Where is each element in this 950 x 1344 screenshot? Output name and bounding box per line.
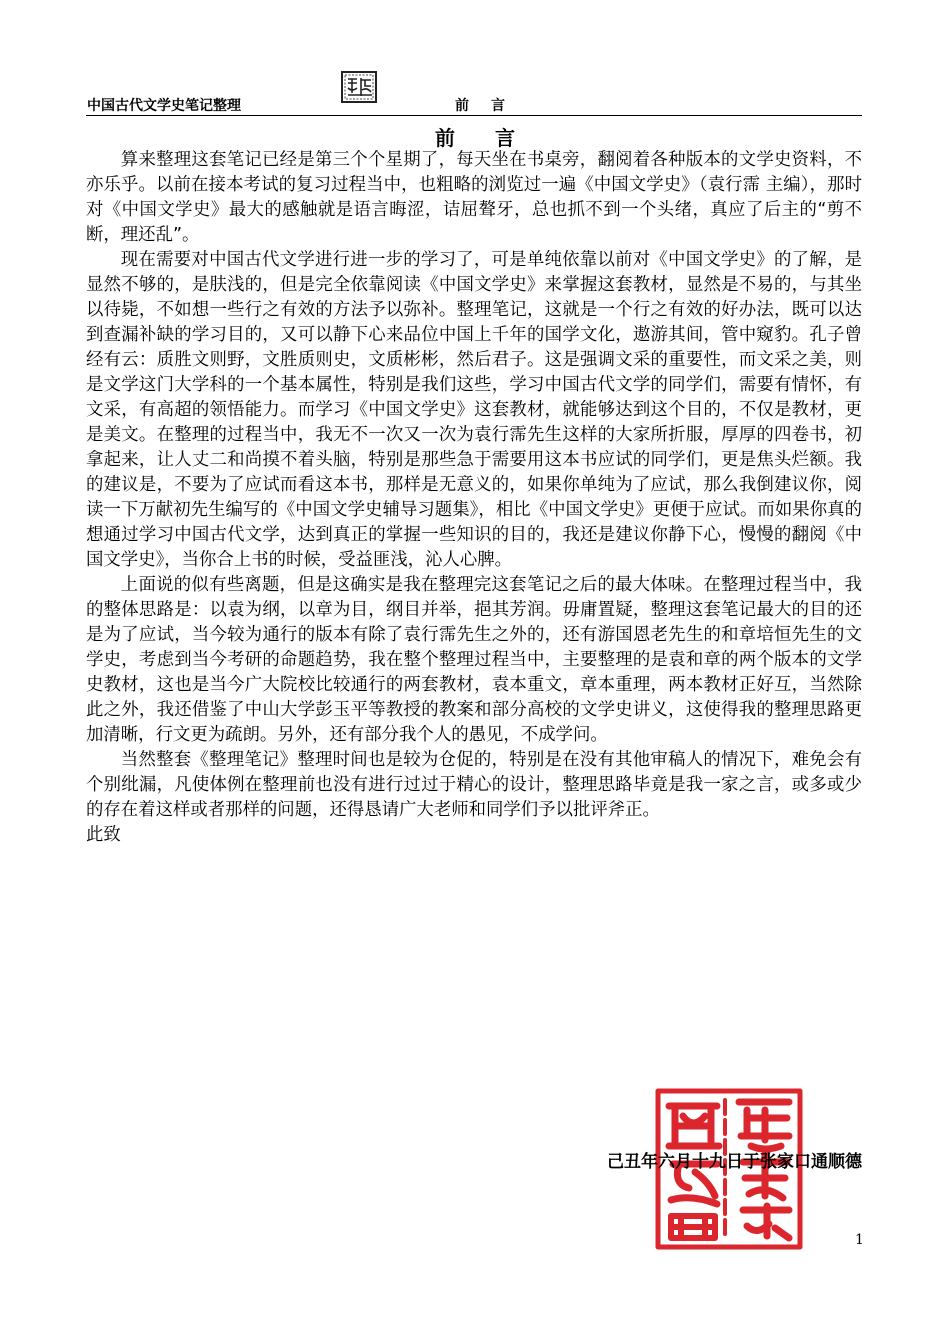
page-title: 前言	[435, 126, 555, 150]
paragraph-2: 现在需要对中国古代文学进行进一步的学习了，可是单纯依靠以前对《中国文学史》的了解，是显然不够的，是肤浅的，但是完全依靠阅读《中国文学史》来掌握这套教材，显然是不易的，与其坐以待毙，不如想一些行之有效的方法予以弥补。整理笔记，这就是一个行之有效的好办法，既可以达到查漏补缺的学习目的，又可以静下心来品位中国上千年的国学文化，遨游其间，管中窥豹。孔子曾经有云：质胜文则野，文胜质则史，文质彬彬，然后君子。这是强调文采的重要性，而文采之美，则是文学这门大学科的一个基本属性，特别是我们这些，学习中国古代文学的同学们，需要有情怀，有文采，有高超的领悟能力。而学习《中国文学史》这套教材，就能够达到这个目的，不仅是教材，更是美文。在整理的过程当中，我无不一次又一次为袁行霈先生这样的大家所折服，厚厚的四卷书，初拿起来，让人丈二和尚摸不着头脑，特别是那些急于需要用这本书应试的同学们，更是焦头烂额。我的建议是，不要为了应试而看这本书，那样是无意义的，如果你单纯为了应试，那么我倒建议你，阅读一下万献初先生编写的《中国文学史辅导习题集》，相比《中国文学史》更便于应试。而如果你真的想通过学习中国古代文学，达到真正的掌握一些知识的目的，我还是建议你静下心，慢慢的翻阅《中国文学史》，当你合上书的时候，受益匪浅，沁人心脾。	[86, 250, 862, 570]
paragraph-4: 当然整套《整理笔记》整理时间也是较为仓促的，特别是在没有其他审稿人的情况下，难免会有个别纰漏，凡使体例在整理前也没有进行过过于精心的设计，整理思路毕竟是我一家之言，或多或少的存在着这样或者那样的问题，还得恳请广大老师和同学们予以批评斧正。	[86, 750, 862, 820]
closing-text: 此致	[86, 825, 121, 845]
paragraph-3: 上面说的似有些离题，但是这确实是我在整理完这套笔记之后的最大体味。在整理过程当中，我的整体思路是：以袁为纲，以章为目，纲目并举，挹其芳润。毋庸置疑，整理这套笔记最大的目的还是为了应试，当今较为通行的版本有除了袁行霈先生之外的，还有游国恩老先生的和章培恒先生的文学史，考虑到当今考研的命题趋势，我在整个整理过程当中，主要整理的是袁和章的两个版本的文学史教材，这也是当今广大院校比较通行的两套教材，袁本重文，章本重理，两本教材正好互，当然除此之外，我还借鉴了中山大学彭玉平等教授的教案和部分高校的文学史讲义，这使得我的整理思路更加清晰，行文更为疏朗。另外，还有部分我个人的愚见，不成学问。	[86, 575, 862, 745]
header-seal-icon	[340, 70, 378, 104]
body-text	[86, 148, 862, 848]
signature-date-line: 己丑年六月十九日于张家口通顺德	[607, 1152, 862, 1172]
paragraph-1: 算来整理这套笔记已经是第三个个星期了，每天坐在书桌旁，翻阅着各种版本的文学史资料，不亦乐乎。以前在接本考试的复习过程当中，也粗略的浏览过一遍《中国文学史》（袁行霈 主编），那时对《中国文学史》最大的感触就是语言晦涩，诘屈聱牙，总也抓不到一个头绪，真应了后主的“剪不断，理还乱”。	[86, 150, 862, 245]
header-chapter-title: 前言	[455, 98, 527, 114]
header-book-title: 中国古代文学史笔记整理	[87, 98, 241, 114]
page-number: 1	[855, 1232, 864, 1248]
header-divider	[86, 115, 862, 116]
